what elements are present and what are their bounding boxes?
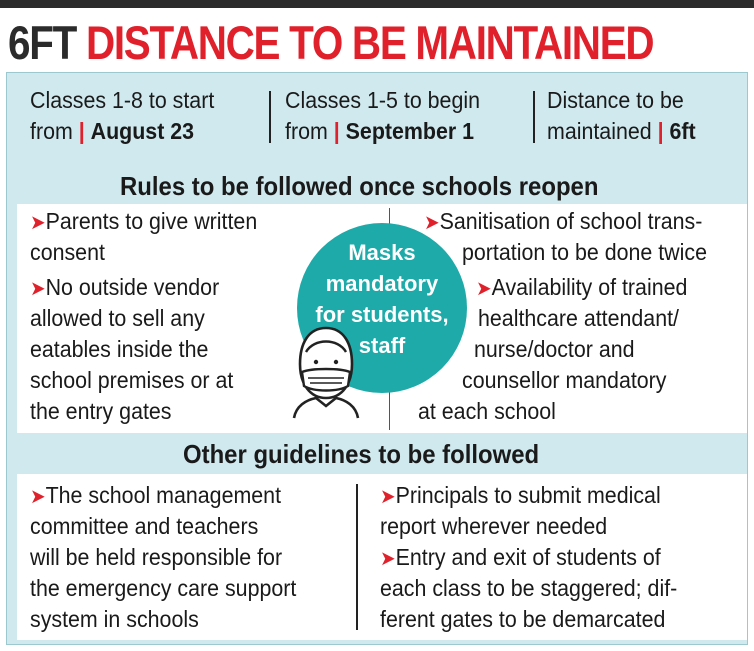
date-august-23: August 23 [90,118,195,144]
arrow-icon: ➤ [30,486,46,508]
arrow-icon: ➤ [424,212,440,234]
info-divider-2 [533,91,535,143]
rule-vendor-line5: the entry gates [30,398,172,424]
rules-heading: Rules to be followed once schools reopen [120,171,599,201]
arrow-icon: ➤ [30,212,46,234]
guideline-committee-line4: the emergency care support [30,575,297,601]
info-divider-1 [269,91,271,143]
rule-healthcare-line1: ➤Availability of trained [476,274,688,300]
rule-consent-line2: consent [30,239,105,265]
rule-vendor-line2: allowed to sell any [30,305,205,331]
masks-mandatory-text: Masks mandatory for students, staff [315,240,449,358]
date-september-1: September 1 [345,118,475,144]
guideline-committee-line1: ➤The school management [30,482,282,508]
top-rule [0,0,754,8]
rule-sanitisation-line1: ➤Sanitisation of school trans- [424,208,703,234]
rule-healthcare-line5: at each school [418,398,556,424]
guidelines-heading: Other guidelines to be followed [183,439,540,469]
guideline-entry-line3: ferent gates to be demarcated [380,606,666,632]
info-begin-line2: from | September 1 [285,118,475,144]
guideline-principals-line1: ➤Principals to submit medical [380,482,661,508]
face-mask-icon [286,326,366,420]
guideline-committee-line2: committee and teachers [30,513,259,539]
info-begin-line1: Classes 1-5 to begin [285,87,481,113]
rule-healthcare-line2: healthcare attendant/ [478,305,679,331]
arrow-icon: ➤ [380,548,396,570]
guideline-committee-line3: will be held responsible for [30,544,283,570]
value-6ft: 6ft [669,118,696,144]
arrow-icon: ➤ [30,278,46,300]
headline-6ft: 6FT [8,16,76,69]
info-start-line1: Classes 1-8 to start [30,87,215,113]
guideline-entry-line2: each class to be staggered; dif- [380,575,678,601]
guideline-entry-line1: ➤Entry and exit of students of [380,544,661,570]
headline [8,12,654,74]
arrow-icon: ➤ [380,486,396,508]
headline-distance: DISTANCE TO BE MAINTAINED [85,16,654,69]
rule-vendor-line4: school premises or at [30,367,234,393]
rule-healthcare-line4: counsellor mandatory [462,367,667,393]
rule-vendor-line3: eatables inside the [30,336,209,362]
info-distance-line1: Distance to be [547,87,684,113]
rule-healthcare-line3: nurse/doctor and [474,336,635,362]
guidelines-divider [356,484,358,630]
info-start-line2: from | August 23 [30,118,195,144]
rule-vendor-line1: ➤No outside vendor [30,274,220,300]
rule-consent-line1: ➤Parents to give written [30,208,258,234]
guideline-committee-line5: system in schools [30,606,199,632]
rule-sanitisation-line2: portation to be done twice [462,239,707,265]
info-distance-line2: maintained | 6ft [547,118,696,144]
guideline-principals-line2: report wherever needed [380,513,608,539]
arrow-icon: ➤ [476,278,492,300]
